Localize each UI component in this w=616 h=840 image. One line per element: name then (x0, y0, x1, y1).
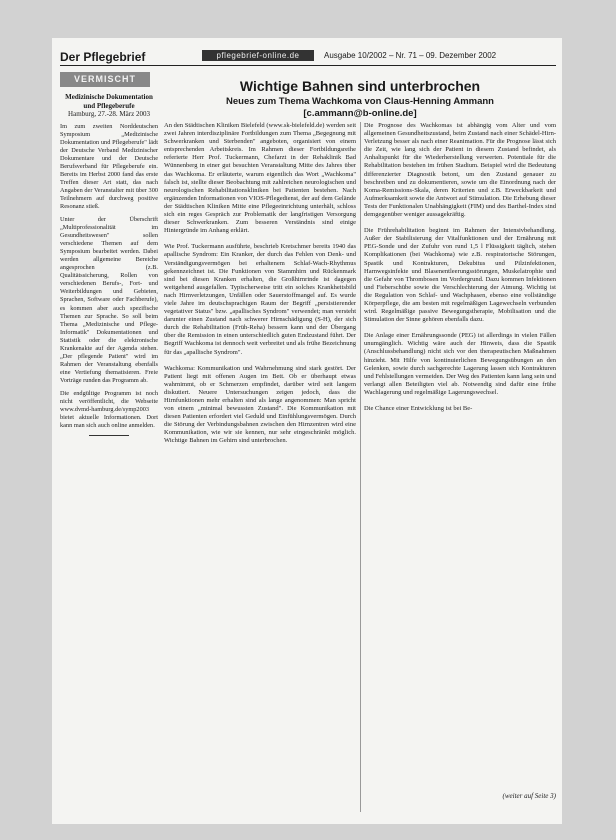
article-paragraph: Die Chance einer Entwicklung ist bei Be- (364, 405, 473, 412)
newspaper-page (52, 38, 562, 824)
article-column-2 (364, 122, 556, 798)
sidebar-column (60, 72, 158, 812)
article-paragraph: Wie Prof. Tuckermann ausführte, beschrieb Kretschmer bereits 1940 das apallische Syndrom: Ein Kranker, der durch das Fehlen von Denk- und Verständigungsvermögen bei erhaltenem Schlaf-Wach-Rhythmus gekennzeichnet ist. Die Funktionen von Stammhirn und Rückenmark sind bei diesen Kranken erhalten, die Großhirnrinde ist dagegen weitgehend ausgefallen. Typischerweise tritt ein solches Krankheitsbild nach Hirnverletzungen, Unfällen oder Sauerstoffmangel auf. Es wurde viele Jahre im deutschsprachigen Raum der Begriff „persistierender vegetativer Status" bzw. „apallisches Syndrom" verwendet; man versteht darunter einen Zustand nach schwerer Hirnschädigung (S-H), der sich durch die Rehabilitation (Früh-Reha) bessern kann und der Übergang über die Remission in einen unterschiedlich guten Endzustand führt. Der Begriff Wachkoma ist dennoch weit verbreitet und als frühe Bezeichnung für das „apallische Syndrom". (164, 243, 356, 356)
column-divider (360, 122, 361, 812)
issue-info: Ausgabe 10/2002 – Nr. 71 – 09. Dezember 2002 (324, 51, 497, 60)
rubric-label: VERMISCHT (60, 72, 150, 87)
article-paragraph: Die Anlage einer Ernährungssonde (PEG) ist allerdings in vielen Fällen unumgänglich. Wichtig wäre auch der Hinweis, dass die Spastik (Anschlussbehandlung) nicht sich vor den therapeutischen Maßnahmen hinzieht. Mit Hilfe von kontinuierlichen Bewegungsübungen an den Gelenken, sowie durch sachgerechte Lagerung lassen sich Kontrakturen und Fehlstellungen vermeiden. Der Weg des Patienten kann lang sein und verlangt allen Beteiligten viel ab. Notwendig sind dafür eine frühe Wachlagerung und regelmäßige Lagerungswechsel. (364, 332, 556, 396)
sidebar-paragraph: Die endgültige Programm ist noch nicht veröffentlicht, die Webseite www.dvmd-hamburg.de/symp2003 bietet aktuelle Informationen. Dort kann man sich auch online anmelden. (60, 390, 158, 430)
article-paragraph: Die Prognose des Wachkomas ist abhängig vom Alter und vom allgemeinen Gesundheitszustand, beim Zustand nach einer Schädel-Hirn-Verletzung besser als nach einer Reanimation. Für die Prognose lässt sich die Zeit, wie lang sich der Patient in diesem Zustand befindet, als Anhaltspunkt für die Wiederherstellung verwerten. Potentiale für die Rehabilitation bestehen im frühen Stadium. Beispiel wird die Bedeutung differenzierter Diagnostik betont, um den Zustand genauer zu beschreiben und zu dokumentieren, sowie um die Einordnung nach der Koma-Remissions-Skala, deren Kriterien und z.B. Erweckbarkeit und Aufmerksamkeit sowie die Antwort auf Stimulation. Die Erhebung dieser Tests der Funktionalen Unabhängigkeit (FIM) und des Barthel-Index sind demgegenüber weniger aussagekräftig. (364, 122, 556, 219)
article-subtitle-text: Neues zum Thema Wachkoma von Claus-Henning Ammann (226, 96, 494, 107)
website-banner: pflegebrief-online.de (202, 50, 314, 61)
sidebar-paragraph: Im zum zweiten Norddeutschen Symposium „Medizinische Dokumentation und Pflegeberufe" lädt der Deutsche Verband Medizinischer Dokumentare und der Deutsche Berufsverband für Pflegeberufe ein. Bereits im Herbst 2000 fand das erste Treffen dieser Art statt, das nach Angaben der Veranstalter mit über 300 Teilnehmern auf durchweg positive Resonanz stieß. (60, 122, 158, 210)
article-paragraph: Wachkoma: Kommunikation und Wahrnehmung sind stark gestört. Der Patient liegt mit offenen Augen im Bett. Ob er überhaupt etwas wahrnimmt, ob er Schmerzen empfindet, darüber wird seit langem diskutiert. Neuere Untersuchungen zeigen jedoch, dass die Hirnfunktionen mehr erhalten sind als lange angenommen: Man spricht von einem „minimal bewussten Zustand". Die Kommunikation mit diesen Patienten erfordert viel Geduld und Einfühlungsvermögen. Durch die Störung der Verbindungsbahnen zwischen den Hirnzentren wird eine Kommunikation, wie wir sie kennen, nur sehr eingeschränkt möglich. Wichtige Bahnen im Gehirn sind unterbrochen. (164, 364, 356, 445)
article-column-1 (164, 122, 356, 816)
author-email: [c.ammann@b-online.de] (303, 108, 417, 119)
event-title: Medizinische Dokumentation und Pflegeberufe (65, 93, 153, 110)
article-subtitle (164, 96, 556, 120)
magazine-name: Der Pflegebrief (60, 50, 146, 64)
event-place-date: Hamburg, 27.-28. März 2003 (68, 110, 150, 118)
sidebar-paragraph: Unter der Überschrift „Multiprofessionalität im Gesundheitswesen" sollen verschiedene Themen auf dem Symposium bearbeitet werden. Dabei werden allgemeine Bereiche angesprochen (z.B. Qualitätssicherung, Rollen von verschiedenen Berufs-, Fort- und Weiterbildungen und Gebieten, Sprachen, Software oder Fachberufe), es kommen aber auch spezifische Themen zur Sprache. So soll beim Thema „Medizinische und Pflege-Informatik" Dokumentationen und Statistik oder die elektronische Krankenakte auf der Agenda stehen. „Der pflegende Patient" wird im Rahmen der Veranstaltung ebenfalls eine Vertiefung thematisieren. Freie Vorträge runden das Programm ab. (60, 216, 158, 384)
article-title: Wichtige Bahnen sind unterbrochen (239, 78, 481, 94)
end-rule (89, 435, 129, 436)
article-paragraph: Die Frührehabilitation beginnt im Rahmen der Intensivbehandlung. Außer der Stabilisierung der Vitalfunktionen und der Ernährung mit PEG-Sonde und der Zufuhr von rund 1,5 l Flüssigkeit täglich, stehen Komplikationen (bei Wachkoma) wie z.B. respiratorische Störungen, Spastik und Kontrakturen, Dekubitus und Pilzinfektionen, Harnwegsinfekte und Blasenentleerungsstörungen, Muskelatrophie und die Gefahr von Thrombosen im Vordergrund. Dazu kommen Infektionen und Fieberschübe sowie die Verschlechterung der Atmung. Wichtig ist die Regulation von Schlaf- und Wachphasen, ebenso eine vollständige Körperpflege, die am besten mit regelmäßigen Lagewechseln verbunden wird. Regelmäßige passive Bewegungstherapie, Mobilisation und die Stimulation der Sinne gehören ebenfalls dazu. (364, 227, 556, 324)
continuation-note: (weiter auf Seite 3) (502, 792, 556, 800)
article-paragraph: An den Städtischen Kliniken Bielefeld (www.sk-bielefeld.de) werden seit zwei Jahren interdisziplinäre Fortbildungen zum Thema „Begegnung mit Schwerkranken und Sterbenden" angeboten, organisiert von einem entsprechenden Arbeitskreis. Im Rahmen dieser Fortbildungsreihe referierte Herr Prof. Tuckermann, Chefarzt in der Rehaklinik Bad Wünnenberg in einer gut besuchten Veranstaltung Mitte des Jahres über das Wachkoma. Er erläuterte, warum eigentlich das Wort „Wachkoma" falsch ist, stellte dieser Beobachtung mit zahlreichen neurologischen und neurologischen Rehabilitationskliniken bei Patienten bestehen. Nach ergänzenden Informationen von VIOS-Pflegedienst, der auf dem Gelände der Städtischen Kliniken Mitte eine Pflegeeinrichtung unterhält, schloss sich ein reges Gespräch zur Problematik der langfristigen Versorgung dieser Schwerkranken. Zum besseren Verständnis sind einige Hintergründe im Anhang erklärt. (164, 122, 356, 235)
header-rule (60, 65, 556, 66)
